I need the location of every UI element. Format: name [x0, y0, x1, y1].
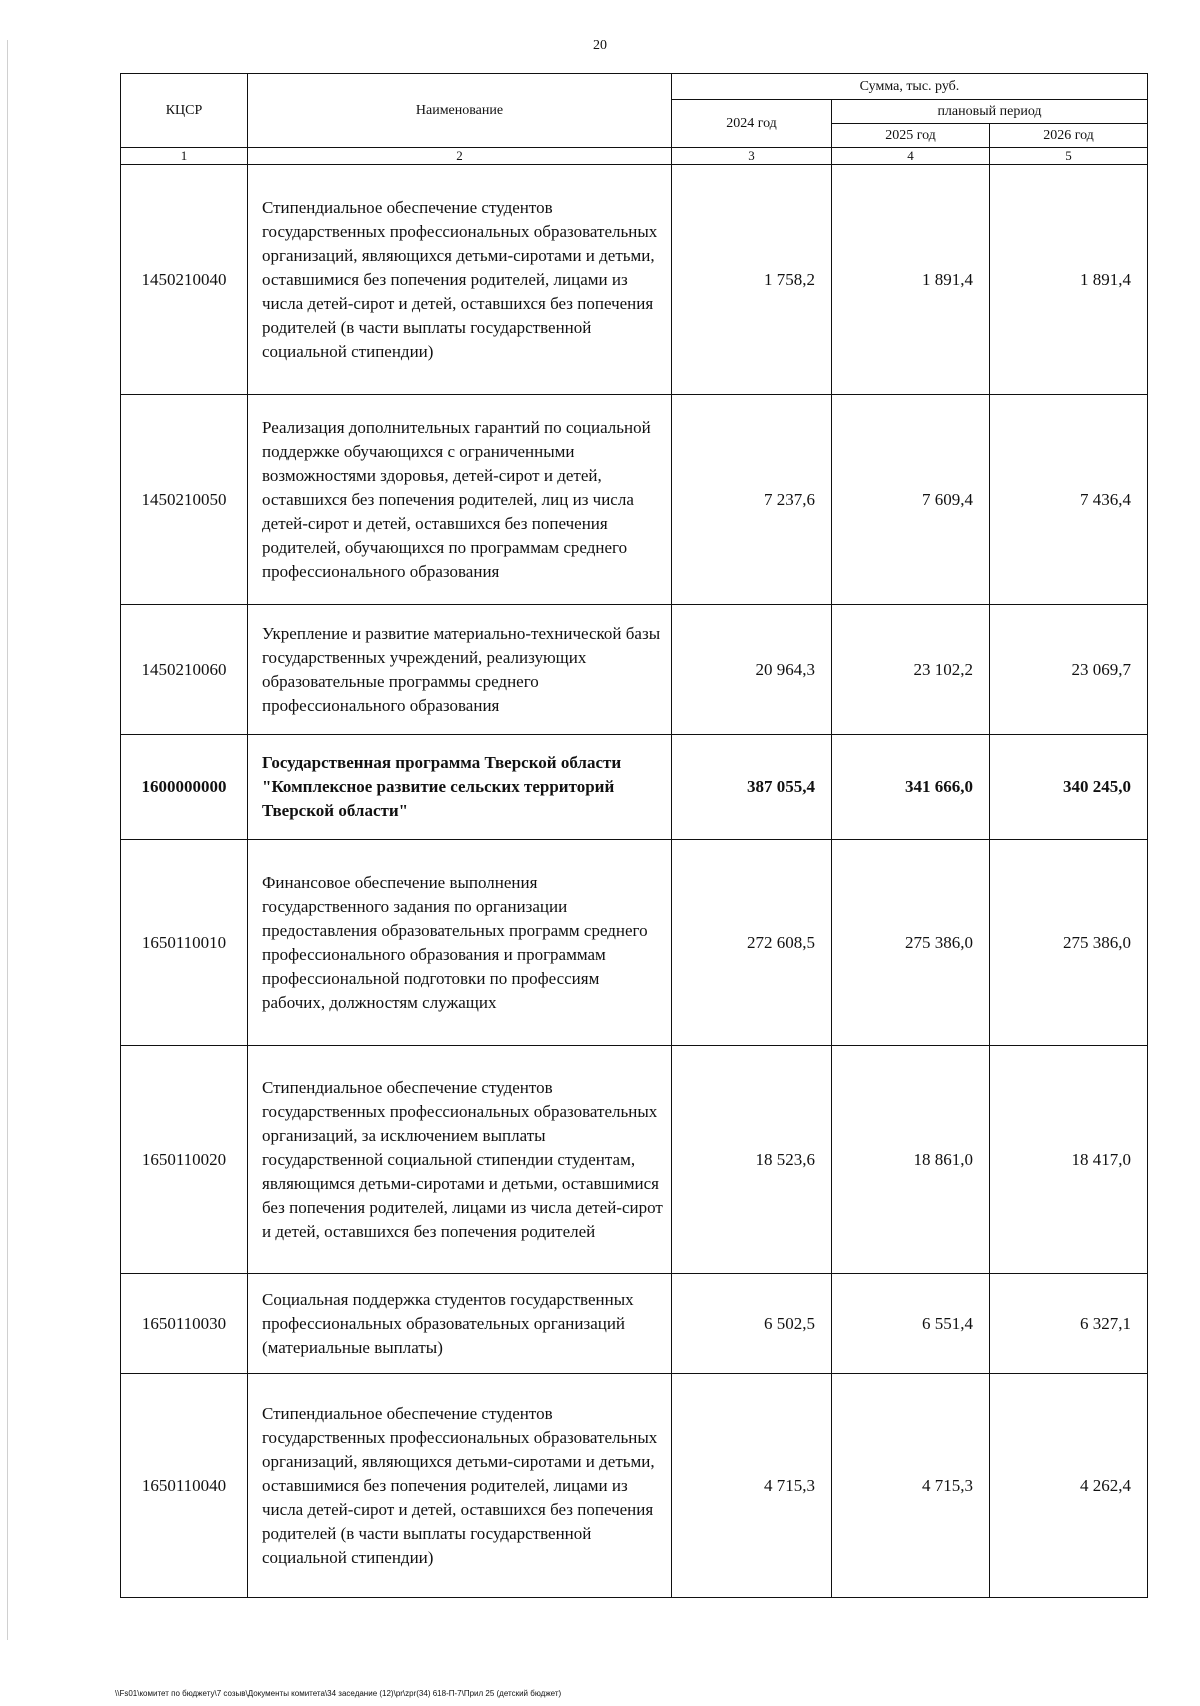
- header-code: КЦСР: [121, 74, 248, 148]
- row-name: Стипендиальное обеспечение студентов государственных профессиональных образовательных организаций, являющихся детьми-сиротами и детьми, оставшимися без попечения родителей, лицами из числа детей-сирот и детей, оставшихся без попечения родителей (в части выплаты государственной социальной стипендии): [248, 1374, 672, 1598]
- row-amount-2024: 387 055,4: [672, 735, 832, 840]
- header-year-2024: 2024 год: [672, 100, 832, 148]
- row-name: Реализация дополнительных гарантий по социальной поддержке обучающихся с ограниченными возможностями здоровья, детей-сирот и детей, оставшихся без попечения родителей, лиц из числа детей-сирот и детей, оставшихся без попечения родителей, обучающихся по программам среднего профессионального образования: [248, 395, 672, 605]
- table-row: [121, 1374, 1148, 1598]
- row-amount-2025: 18 861,0: [832, 1046, 990, 1274]
- row-code: 1450210060: [121, 605, 248, 735]
- header-year-2025: 2025 год: [832, 124, 990, 148]
- table-row: [121, 605, 1148, 735]
- row-amount-2026: 4 262,4: [990, 1374, 1148, 1598]
- row-amount-2026: 1 891,4: [990, 165, 1148, 395]
- row-amount-2025: 23 102,2: [832, 605, 990, 735]
- table-header: [121, 74, 1148, 165]
- column-number: 2: [248, 148, 672, 165]
- row-code: 1650110010: [121, 840, 248, 1046]
- row-amount-2024: 20 964,3: [672, 605, 832, 735]
- table-body: [121, 165, 1148, 1598]
- header-year-2026: 2026 год: [990, 124, 1148, 148]
- row-amount-2025: 4 715,3: [832, 1374, 990, 1598]
- row-code: 1650110040: [121, 1374, 248, 1598]
- scan-edge-line: [7, 40, 8, 1640]
- row-amount-2024: 1 758,2: [672, 165, 832, 395]
- table-row-program-total: [121, 735, 1148, 840]
- page-number: 20: [593, 38, 607, 53]
- row-name: Стипендиальное обеспечение студентов государственных профессиональных образовательных организаций, за исключением выплаты государственной социальной стипендии студентам, являющимся детьми-сиротами и детьми, оставшимися без попечения родителей, лицами из числа детей-сирот и детей, оставшихся без попечения родителей: [248, 1046, 672, 1274]
- row-name: Государственная программа Тверской области "Комплексное развитие сельских территорий Тверской области": [248, 735, 672, 840]
- column-number: 1: [121, 148, 248, 165]
- row-name: Укрепление и развитие материально-технической базы государственных учреждений, реализующих образовательные программы среднего профессионального образования: [248, 605, 672, 735]
- footer-file-path: \\Fs01\комитет по бюджету\7 созыв\Документы комитета\34 заседание (12)\pr\zpr(34) 618-П-7\Прил 25 (детский бюджет): [115, 1689, 562, 1698]
- column-number: 5: [990, 148, 1148, 165]
- column-number: 4: [832, 148, 990, 165]
- header-planning-period: плановый период: [832, 100, 1148, 124]
- column-number: 3: [672, 148, 832, 165]
- table-row: [121, 840, 1148, 1046]
- row-amount-2026: 340 245,0: [990, 735, 1148, 840]
- header-name: Наименование: [248, 74, 672, 148]
- table-row: [121, 1274, 1148, 1374]
- row-amount-2024: 18 523,6: [672, 1046, 832, 1274]
- row-code: 1600000000: [121, 735, 248, 840]
- row-amount-2026: 23 069,7: [990, 605, 1148, 735]
- row-amount-2024: 272 608,5: [672, 840, 832, 1046]
- header-sum: Сумма, тыс. руб.: [672, 74, 1148, 100]
- table-row: [121, 165, 1148, 395]
- row-amount-2026: 18 417,0: [990, 1046, 1148, 1274]
- column-number-row: [121, 148, 1148, 165]
- row-amount-2025: 1 891,4: [832, 165, 990, 395]
- table-row: [121, 395, 1148, 605]
- row-code: 1650110030: [121, 1274, 248, 1374]
- row-amount-2026: 7 436,4: [990, 395, 1148, 605]
- row-amount-2025: 7 609,4: [832, 395, 990, 605]
- table-row: [121, 1046, 1148, 1274]
- row-amount-2024: 4 715,3: [672, 1374, 832, 1598]
- row-amount-2025: 6 551,4: [832, 1274, 990, 1374]
- budget-table: [120, 73, 1148, 1598]
- row-name: Стипендиальное обеспечение студентов государственных профессиональных образовательных организаций, являющихся детьми-сиротами и детьми, оставшимися без попечения родителей, лицами из числа детей-сирот и детей, оставшихся без попечения родителей (в части выплаты государственной социальной стипендии): [248, 165, 672, 395]
- row-amount-2025: 275 386,0: [832, 840, 990, 1046]
- row-amount-2026: 275 386,0: [990, 840, 1148, 1046]
- row-code: 1450210040: [121, 165, 248, 395]
- row-amount-2026: 6 327,1: [990, 1274, 1148, 1374]
- row-code: 1450210050: [121, 395, 248, 605]
- row-code: 1650110020: [121, 1046, 248, 1274]
- row-name: Социальная поддержка студентов государственных профессиональных образовательных организаций (материальные выплаты): [248, 1274, 672, 1374]
- row-name: Финансовое обеспечение выполнения государственного задания по организации предоставления образовательных программ среднего профессионального образования и программам профессиональной подготовки по профессиям рабочих, должностям служащих: [248, 840, 672, 1046]
- row-amount-2024: 6 502,5: [672, 1274, 832, 1374]
- row-amount-2025: 341 666,0: [832, 735, 990, 840]
- row-amount-2024: 7 237,6: [672, 395, 832, 605]
